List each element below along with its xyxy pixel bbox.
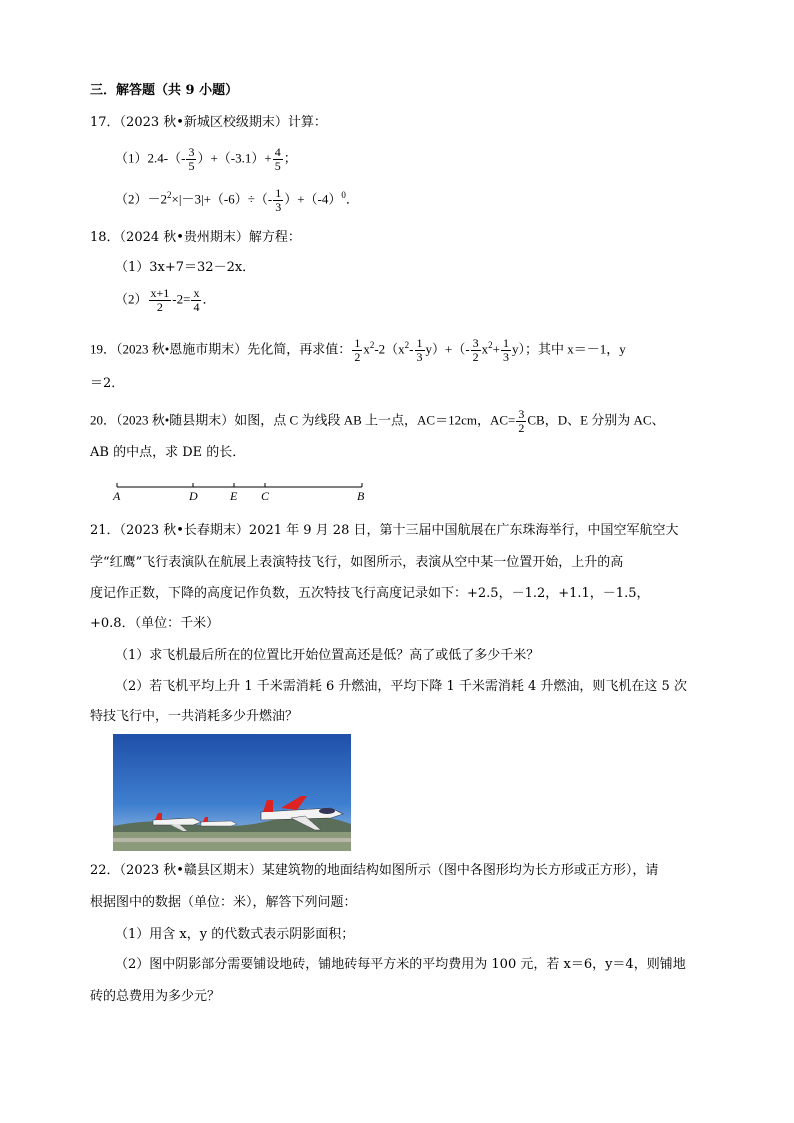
q21-part2a: （2）若飞机平均上升 1 千米需消耗 6 升燃油，平均下降 1 千米需消耗 4 升燃油，则飞机在这 5 次	[115, 679, 687, 694]
q21-line4: +0.8．（单位：千米）	[90, 616, 220, 631]
q17-part2: $(2)-2^2\times|-3|+(-6)\div(-$ $\frac{1}{3}$ ）$+(-4)^0$．	[115, 185, 359, 214]
fraction: $\frac{1}{3}$	[503, 335, 510, 364]
q18-head: 18．（2024 秋•贵州期末）解方程：	[90, 230, 301, 245]
q17-part1: （1）2.4-（- $\frac{3}{5}$ ）+（-3.1）+ $\frac{4}{5}$ ；	[115, 145, 297, 173]
fraction: $\frac{x}{4}$	[193, 286, 200, 314]
q22-line2: 根据图中的数据（单位：米），解答下列问题：	[90, 895, 357, 910]
q20-line1: 20．（2023 秋•随县期末）如图，点 C 为线段 AB 上一点，AC＝12cm，AC= $\frac{3}{2}$ CB，D、E 分别为 AC、	[90, 407, 665, 435]
q22-part2b: 砖的总费用为多少元？	[90, 989, 221, 1004]
q19-line2: ＝2．	[90, 376, 125, 391]
q22-part1: （1）用含 x，y 的代数式表示阴影面积；	[115, 927, 355, 942]
label-e: E	[230, 489, 238, 503]
q21-part2b: 特技飞行中，一共消耗多少升燃油？	[90, 709, 299, 724]
label-b: B	[357, 489, 365, 503]
fraction: $\frac{3}{2}$	[472, 335, 479, 364]
airshow-photo	[113, 734, 351, 851]
q18-part2: （2） $\frac{x+1}{2}$ -2= $\frac{x}{4}$ ．	[115, 286, 216, 314]
label-a: A	[113, 489, 121, 503]
segment-diagram	[110, 478, 370, 506]
q18-part1: （1）3x+7＝32－2x．	[115, 260, 256, 275]
fraction: $\frac{1}{2}$	[354, 335, 361, 364]
q22-part2a: （2）图中阴影部分需要铺设地砖，铺地砖每平方米的平均费用为 100 元，若 x＝6，y＝4，则铺地	[115, 957, 686, 972]
q21-line1: 21．（2023 秋•长春期末）2021 年 9 月 28 日，第十三届中国航展在广东珠海举行，中国空军航空大	[90, 523, 679, 538]
q21-line2: 学“红鹰”飞行表演队在航展上表演特技飞行，如图所示，表演从空中某一位置开始，上升的高	[90, 555, 624, 570]
q22-line1: 22．（2023 秋•赣县区期末）某建筑物的地面结构如图所示（图中各图形均为长方形或正方形），请	[90, 863, 659, 878]
fraction: $\frac{1}{3}$	[275, 185, 282, 214]
q19-line1: 19．（2023 秋•恩施市期末）先化简，再求值： $\frac{1}{2}$ $x^2-2(x^2-$ $\frac{1}{3}$ y）+（- $\frac{3}{2}$ $x^2+$ $\frac{1}{3}$ y）；其中 x＝－1，y	[90, 335, 626, 364]
label-c: C	[261, 489, 270, 503]
q21-part1: （1）求飞机最后所在的位置比开始位置高还是低？高了或低了多少千米？	[115, 648, 540, 663]
q17-head: 17．（2023 秋•新城区校级期末）计算：	[90, 115, 327, 130]
q21-line3: 度记作正数，下降的高度记作负数，五次特技飞行高度记录如下：+2.5，－1.2，+1.1，－1.5，	[90, 586, 650, 601]
fraction: $\frac{4}{5}$	[274, 145, 281, 173]
label-d: D	[189, 489, 198, 503]
section-title: 三．解答题（共 9 小题）	[90, 83, 239, 98]
fraction: $\frac{x+1}{2}$	[150, 286, 170, 314]
q20-line2: AB 的中点，求 DE 的长．	[90, 445, 246, 460]
fraction: $\frac{1}{3}$	[416, 335, 423, 364]
fraction: $\frac{3}{5}$	[188, 145, 195, 173]
fraction: $\frac{3}{2}$	[518, 407, 525, 435]
